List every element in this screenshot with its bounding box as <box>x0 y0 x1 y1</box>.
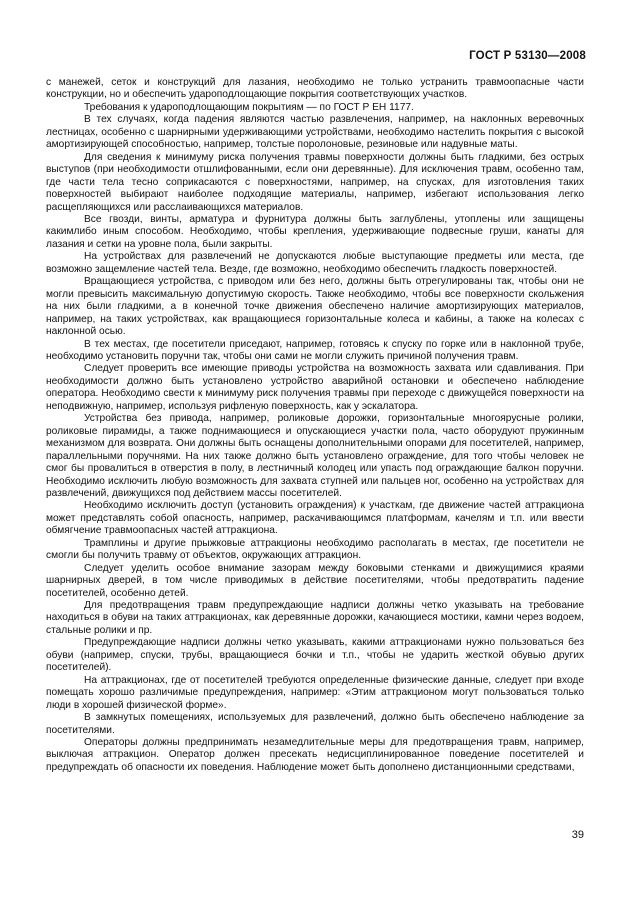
paragraph: Трамплины и другие прыжковые аттракционы необходимо располагать в местах, где посетители не смогли бы получить травму от объектов, окружающих аттракцион. <box>46 537 584 562</box>
paragraph: Вращающиеся устройства, с приводом или без него, должны быть отрегулированы так, чтобы они не могли превысить максимальную допустимую скорость. Также необходимо, чтобы все поверхности скольжения на них были гладкими, а в конечной точке движения обеспечено наличие амортизирующих материалов, например, на таких устройствах, как вращающиеся горизонтальные колеса и кабины, а также на колесах с наклонной осью. <box>46 276 584 338</box>
paragraph: Следует уделить особое внимание зазорам между боковыми стенками и движущимися краями шарнирных дверей, в том числе приводимых в действие посетителями, чтобы предотвратить падение посетителей, особенно детей. <box>46 562 584 599</box>
paragraph: Предупреждающие надписи должны четко указывать, какими аттракционами нужно пользоваться без обуви (например, спуски, трубы, вращающиеся бочки и т.п., чтобы не ударить жесткой обувью других посетителей). <box>46 637 584 674</box>
paragraph: Требования к удароподлощающим покрытиям — по ГОСТ Р ЕН 1177. <box>84 101 414 113</box>
paragraph: Для предотвращения травм предупреждающие надписи должны четко указывать на требование находиться в обуви на таких аттракционах, как деревянные дорожки, качающиеся мостики, камни через водоем, стальные ролики и пр. <box>46 600 584 636</box>
paragraph: На устройствах для развлечений не допускаются любые выступающие предметы или места, где возможно защемление частей тела. Везде, где возможно, необходимо обеспечить гладкость поверхностей. <box>46 251 584 275</box>
paragraph: Все гвозди, винты, арматура и фурнитура должны быть заглублены, утоплены или защищены какимлибо иным способом. Необходимо, чтобы крепления, удерживающие подвесные груши, канаты для лазания и сетки на уровне пола, были закрыты. <box>46 213 584 250</box>
paragraph: Необходимо исключить доступ (установить ограждения) к участкам, где движение частей аттракциона может представлять собой опасность, например, раскачивающимся платформам, качелям и т.п. или ввести обмягчение травмоопасных частей аттракциона. <box>46 500 584 537</box>
paragraph: Операторы должны предпринимать незамедлительные меры для предотвращения травм, например, выключая аттракцион. Оператор должен пресекать недисциплинированное поведение посетителей и предупреждать об опасности их поведения. Наблюдение может быть дополнено дистанционными средствами, <box>46 737 584 773</box>
paragraph: Следует проверить все имеющие приводы устройства на возможность захвата или сдавливания. При необходимости должно быть установлено устройство аварийной остановки и обеспечено наблюдение оператора. Необходимо свести к минимуму риск получения травмы при переходе с движущейся поверхности на неподвижную, например, используя рифленую поверхность, как у эскалатора. <box>46 363 584 412</box>
paragraph: На аттракционах, где от посетителей требуются определенные физические данные, следует при входе помещать хорошо различимые предупреждения, например: «Этим аттракционом могут пользоваться только люди в хорошей физической форме». <box>46 674 584 711</box>
page-number: 39 <box>571 829 584 841</box>
paragraph: Для сведения к минимуму риска получения травмы поверхности должны быть гладкими, без острых выступов (при необходимости отшлифованными, если они деревянные). Для исключения травм, особенно там, где части тела тесно соприкасаются с поверхностями, например, на спусках, для изготовления таких поверхностей выбирают наиболее подходящие материалы, например, избегают использования легко расщепляющихся или расслаивающихся материалов. <box>46 151 584 213</box>
paragraph: В тех местах, где посетители приседают, например, готовясь к спуску по горке или в наклонной трубе, необходимо установить поручни так, чтобы они сами не могли служить причиной получения травм. <box>46 338 584 362</box>
paragraph-continuation: с манежей, сеток и конструкций для лазания, необходимо не только устранить травмоопасные части конструкции, но и обеспечить удароподлощающие покрытия соответствующих участков. <box>46 77 584 101</box>
paragraph: В тех случаях, когда падения являются частью развлечения, например, на наклонных веревочных лестницах, особенно с шарнирными удерживающими устройствами, необходимо настелить покрытия с высокой амортизирующей способностью, например, толстые поролоновые, резиновые или надувные маты. <box>46 114 584 151</box>
paragraph: В замкнутых помещениях, используемых для развлечений, должно быть обеспечено наблюдение за посетителями. <box>46 712 584 736</box>
paragraph: Устройства без привода, например, роликовые дорожки, горизонтальные многоярусные ролики, роликовые пирамиды, а также поднимающиеся и опускающиеся участки пола, часто оборудуют пружинным механизмом для возврата. Они должны быть оснащены дополнительными опорами для посетителей, например, параллельными поручнями. На них также должно быть установлено ограждение, для того чтобы человек не смог бы провалиться в отверстия в полу, в лестничный колодец или упасть под ограждающие балкон поручни. Необходимо исключить любую возможность для захвата ступней или пальцев ног, особенно на устройствах для развлечений, движущихся под действием массы посетителей. <box>46 413 584 499</box>
body-text <box>46 77 584 774</box>
document-id-header: ГОСТ Р 53130—2008 <box>469 50 586 62</box>
